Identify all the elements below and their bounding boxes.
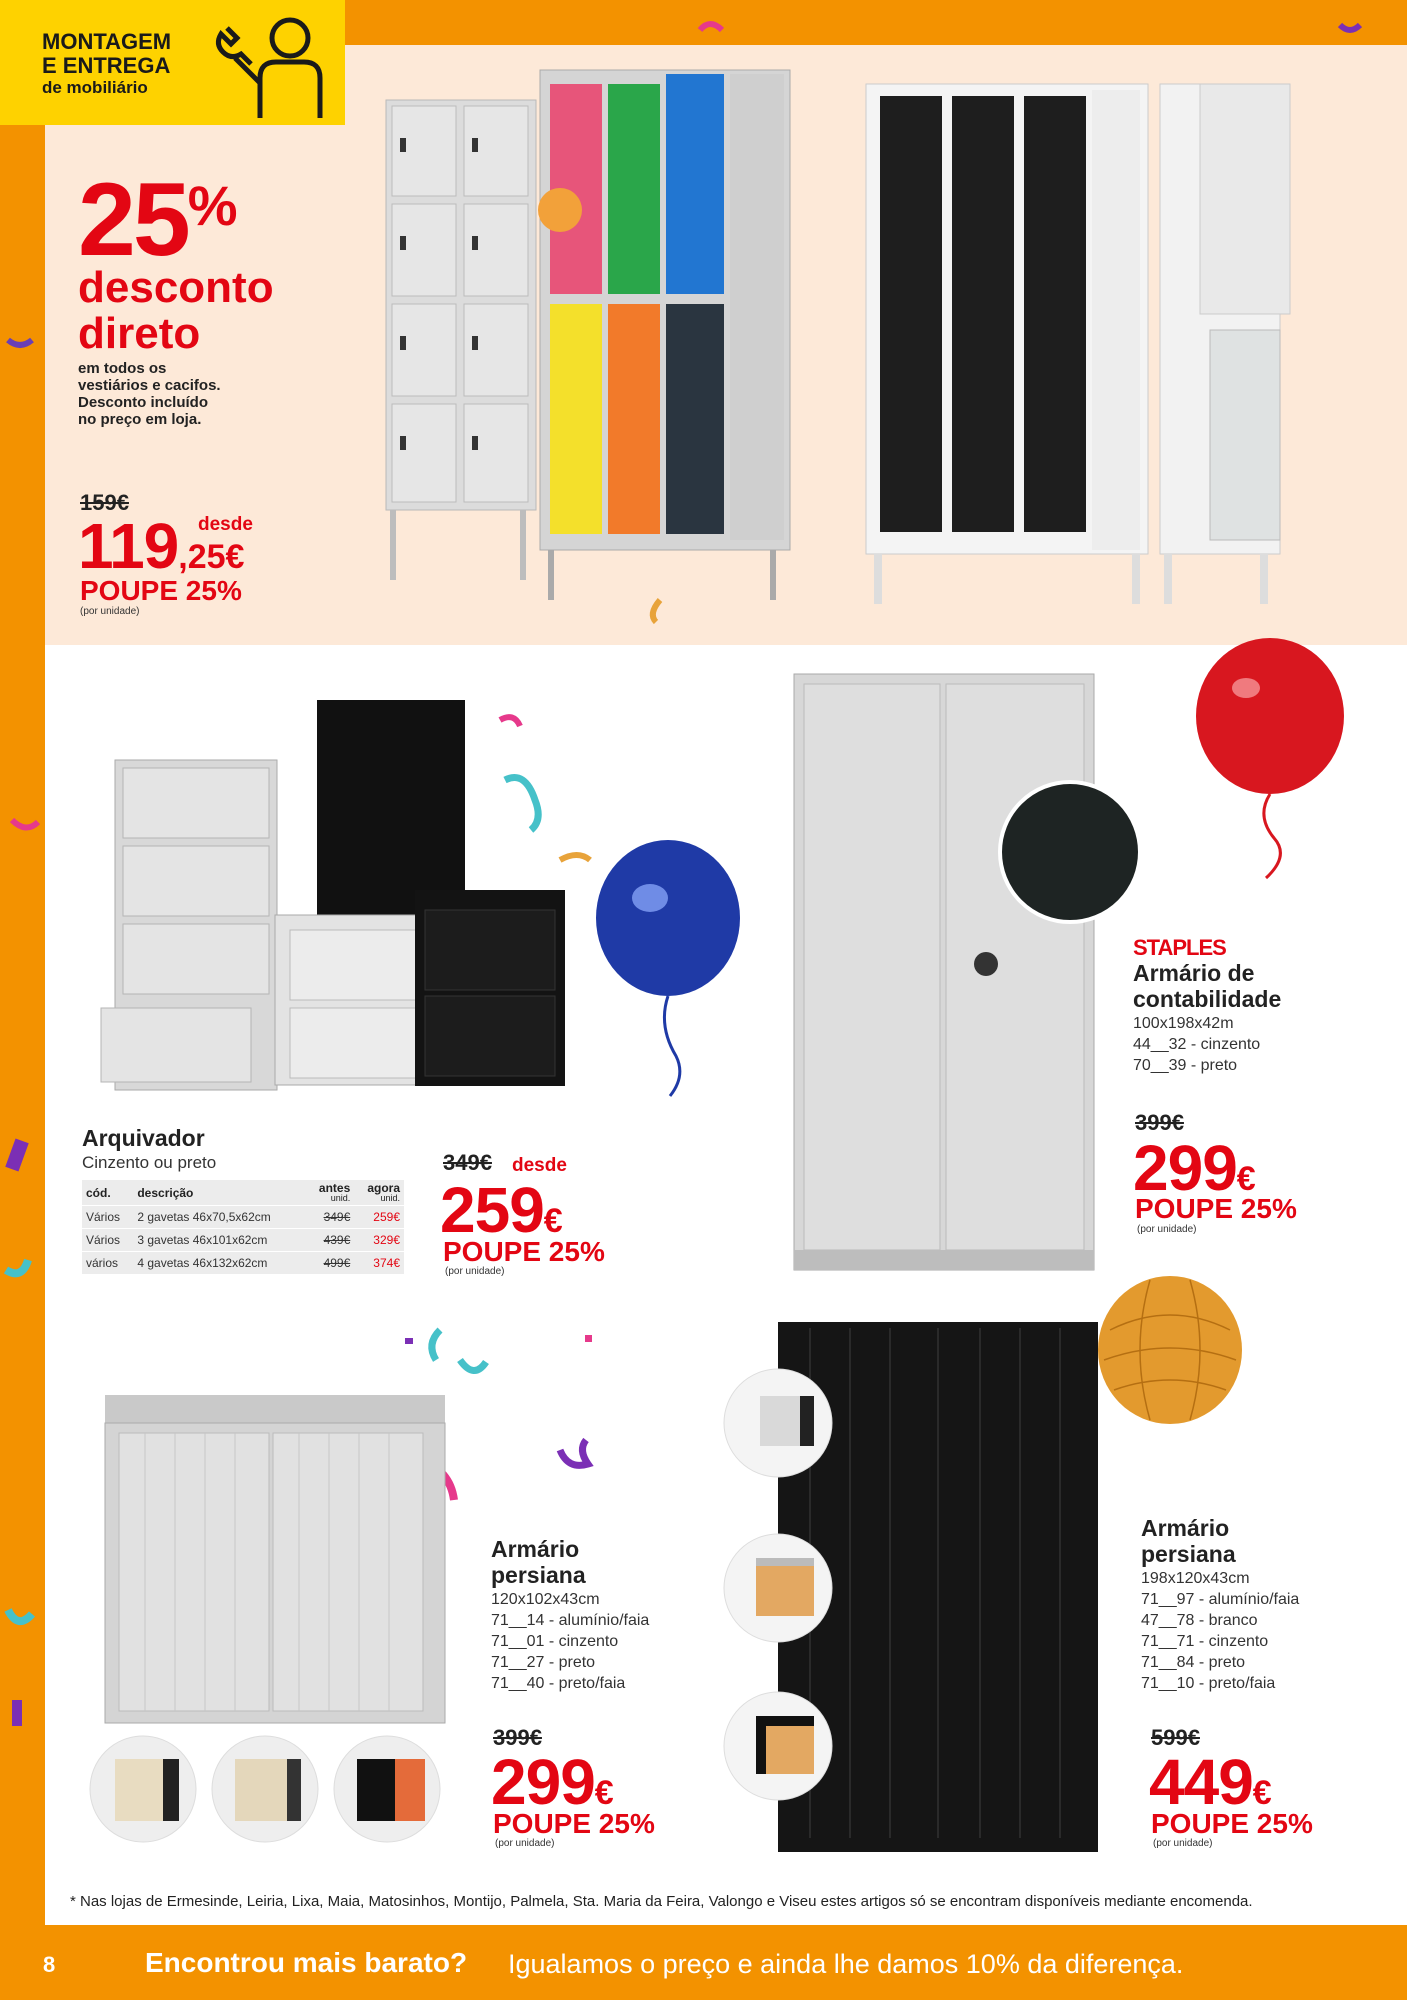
col-desc: descrição bbox=[137, 1185, 194, 1200]
persiana-small-title-l2: persiana bbox=[491, 1562, 586, 1588]
tambour-small-color-swatches bbox=[85, 1733, 450, 1848]
persiana-large-price bbox=[1149, 1746, 1272, 1818]
tambour-cabinet-large-image bbox=[720, 1318, 1120, 1863]
persiana-large-variant: 47__78 - branco bbox=[1141, 1612, 1258, 1629]
lockers-from-label: desde bbox=[198, 514, 253, 535]
discount-line2: direto bbox=[78, 309, 201, 358]
tambour-cabinet-small-image bbox=[85, 1385, 460, 1735]
arquivador-price-dec: € bbox=[543, 1202, 563, 1240]
persiana-large-variant: 71__84 - preto bbox=[1141, 1654, 1246, 1671]
contabilidade-savings: POUPE 25% bbox=[1135, 1193, 1297, 1224]
table-row bbox=[82, 1206, 404, 1229]
persiana-large-title-l1: Armário bbox=[1141, 1515, 1230, 1541]
badge-line3: de mobiliário bbox=[42, 78, 148, 97]
persiana-large-dims: 198x120x43cm bbox=[1141, 1570, 1250, 1587]
discount-description bbox=[78, 360, 221, 428]
contabilidade-old-price: 399€ bbox=[1135, 1110, 1184, 1135]
discount-desc-line: vestiários e cacifos. bbox=[78, 377, 221, 394]
persiana-small-dims: 120x102x43cm bbox=[491, 1591, 600, 1608]
persiana-large-price-int: 449 bbox=[1149, 1746, 1253, 1818]
persiana-small-variant: 71__01 - cinzento bbox=[491, 1633, 619, 1650]
contabilidade-title-l1: Armário de bbox=[1133, 960, 1255, 986]
discount-percent-sign: % bbox=[187, 174, 235, 237]
lockers-price-dec: ,25€ bbox=[178, 538, 245, 576]
row-code: vários bbox=[82, 1252, 133, 1275]
persiana-small-variant: 71__14 - alumínio/faia bbox=[491, 1612, 650, 1629]
arquivador-savings: POUPE 25% bbox=[443, 1236, 605, 1267]
blue-balloon-image bbox=[590, 838, 750, 1098]
row-old-price: 439€ bbox=[306, 1229, 354, 1252]
badge-line1: MONTAGEM bbox=[42, 29, 172, 54]
row-desc: 4 gavetas 46x132x62cm bbox=[133, 1252, 306, 1275]
col-new: agora unid. bbox=[367, 1181, 400, 1203]
lockers-old-price: 159€ bbox=[80, 490, 129, 515]
arquivador-price-int: 259 bbox=[440, 1174, 544, 1246]
badge-line2: E ENTREGA bbox=[42, 53, 171, 78]
arquivador-old-price: 349€ bbox=[443, 1150, 492, 1175]
persiana-small-old-price: 399€ bbox=[493, 1725, 542, 1750]
persiana-large-variant: 71__71 - cinzento bbox=[1141, 1633, 1269, 1650]
persiana-small-price bbox=[491, 1746, 614, 1818]
price-match-question: Encontrou mais barato? bbox=[145, 1947, 468, 1978]
contabilidade-unit-note: (por unidade) bbox=[1137, 1224, 1197, 1235]
persiana-small-price-int: 299 bbox=[491, 1746, 595, 1818]
discount-percent bbox=[78, 162, 235, 278]
row-old-price: 499€ bbox=[306, 1252, 354, 1275]
contabilidade-price bbox=[1133, 1132, 1256, 1204]
discount-desc-line: Desconto incluído bbox=[78, 394, 209, 411]
contabilidade-price-int: 299 bbox=[1133, 1132, 1237, 1204]
table-row bbox=[82, 1252, 404, 1275]
persiana-small-variant: 71__40 - preto/faia bbox=[491, 1675, 626, 1692]
red-balloon-image bbox=[1190, 636, 1360, 896]
lockers-image bbox=[380, 60, 1380, 630]
persiana-large-old-price: 599€ bbox=[1151, 1725, 1200, 1750]
contabilidade-dims: 100x198x42m bbox=[1133, 1015, 1234, 1032]
col-code: cód. bbox=[86, 1185, 111, 1200]
row-code: Vários bbox=[82, 1206, 133, 1229]
persiana-small-title-l1: Armário bbox=[491, 1536, 580, 1562]
discount-line1: desconto bbox=[78, 263, 274, 312]
staples-brand: STAPLES bbox=[1133, 935, 1226, 960]
contabilidade-variant: 44__32 - cinzento bbox=[1133, 1036, 1261, 1053]
persiana-small-unit-note: (por unidade) bbox=[495, 1838, 555, 1849]
contabilidade-price-dec: € bbox=[1236, 1160, 1256, 1198]
row-new-price: 259€ bbox=[354, 1206, 404, 1229]
persiana-large-price-dec: € bbox=[1252, 1774, 1272, 1812]
availability-footnote: * Nas lojas de Ermesinde, Leiria, Lixa, Maia, Matosinhos, Montijo, Palmela, Sta. Maria da Feira, Valongo e Viseu estes artigos só se encontram disponíveis mediante encomenda. bbox=[70, 1893, 1253, 1910]
price-match-answer: Igualamos o preço e ainda lhe damos 10% da diferença. bbox=[508, 1949, 1184, 1979]
discount-desc-line: em todos os bbox=[78, 360, 167, 377]
contabilidade-variant: 70__39 - preto bbox=[1133, 1057, 1238, 1074]
row-old-price: 349€ bbox=[306, 1206, 354, 1229]
gold-balloon-image bbox=[1090, 1270, 1250, 1480]
discount-desc-line: no preço em loja. bbox=[78, 411, 202, 428]
persiana-large-unit-note: (por unidade) bbox=[1153, 1838, 1213, 1849]
arquivador-from-label: desde bbox=[512, 1155, 567, 1176]
persiana-small-variant: 71__27 - preto bbox=[491, 1654, 596, 1671]
persiana-large-variant: 71__97 - alumínio/faia bbox=[1141, 1591, 1300, 1608]
persiana-small-price-dec: € bbox=[594, 1774, 614, 1812]
row-code: Vários bbox=[82, 1229, 133, 1252]
row-new-price: 329€ bbox=[354, 1229, 404, 1252]
persiana-small-savings: POUPE 25% bbox=[493, 1808, 655, 1839]
accounting-cabinet-image bbox=[790, 670, 1140, 1280]
arquivador-unit-note: (por unidade) bbox=[445, 1266, 505, 1277]
row-new-price: 374€ bbox=[354, 1252, 404, 1275]
arquivador-subtitle: Cinzento ou preto bbox=[82, 1153, 217, 1172]
lockers-unit-note: (por unidade) bbox=[80, 606, 140, 617]
row-desc: 2 gavetas 46x70,5x62cm bbox=[133, 1206, 306, 1229]
assembly-delivery-badge bbox=[0, 0, 345, 125]
lockers-savings: POUPE 25% bbox=[80, 575, 242, 606]
discount-percent-value: 25 bbox=[78, 162, 188, 278]
arquivador-title: Arquivador bbox=[82, 1125, 205, 1151]
arquivador-price-table bbox=[82, 1180, 404, 1274]
table-row bbox=[82, 1229, 404, 1252]
arquivador-price bbox=[440, 1174, 563, 1246]
persiana-large-variant: 71__10 - preto/faia bbox=[1141, 1675, 1276, 1692]
lockers-price bbox=[78, 510, 245, 582]
assembly-person-wrench-icon bbox=[205, 8, 335, 120]
file-cabinets-image bbox=[95, 690, 595, 1100]
contabilidade-title-l2: contabilidade bbox=[1133, 986, 1282, 1012]
persiana-large-title-l2: persiana bbox=[1141, 1541, 1236, 1567]
lockers-price-int: 119 bbox=[78, 510, 179, 582]
page-number: 8 bbox=[43, 1952, 56, 1977]
col-old: antes unid. bbox=[318, 1181, 351, 1203]
row-desc: 3 gavetas 46x101x62cm bbox=[133, 1229, 306, 1252]
persiana-large-savings: POUPE 25% bbox=[1151, 1808, 1313, 1839]
